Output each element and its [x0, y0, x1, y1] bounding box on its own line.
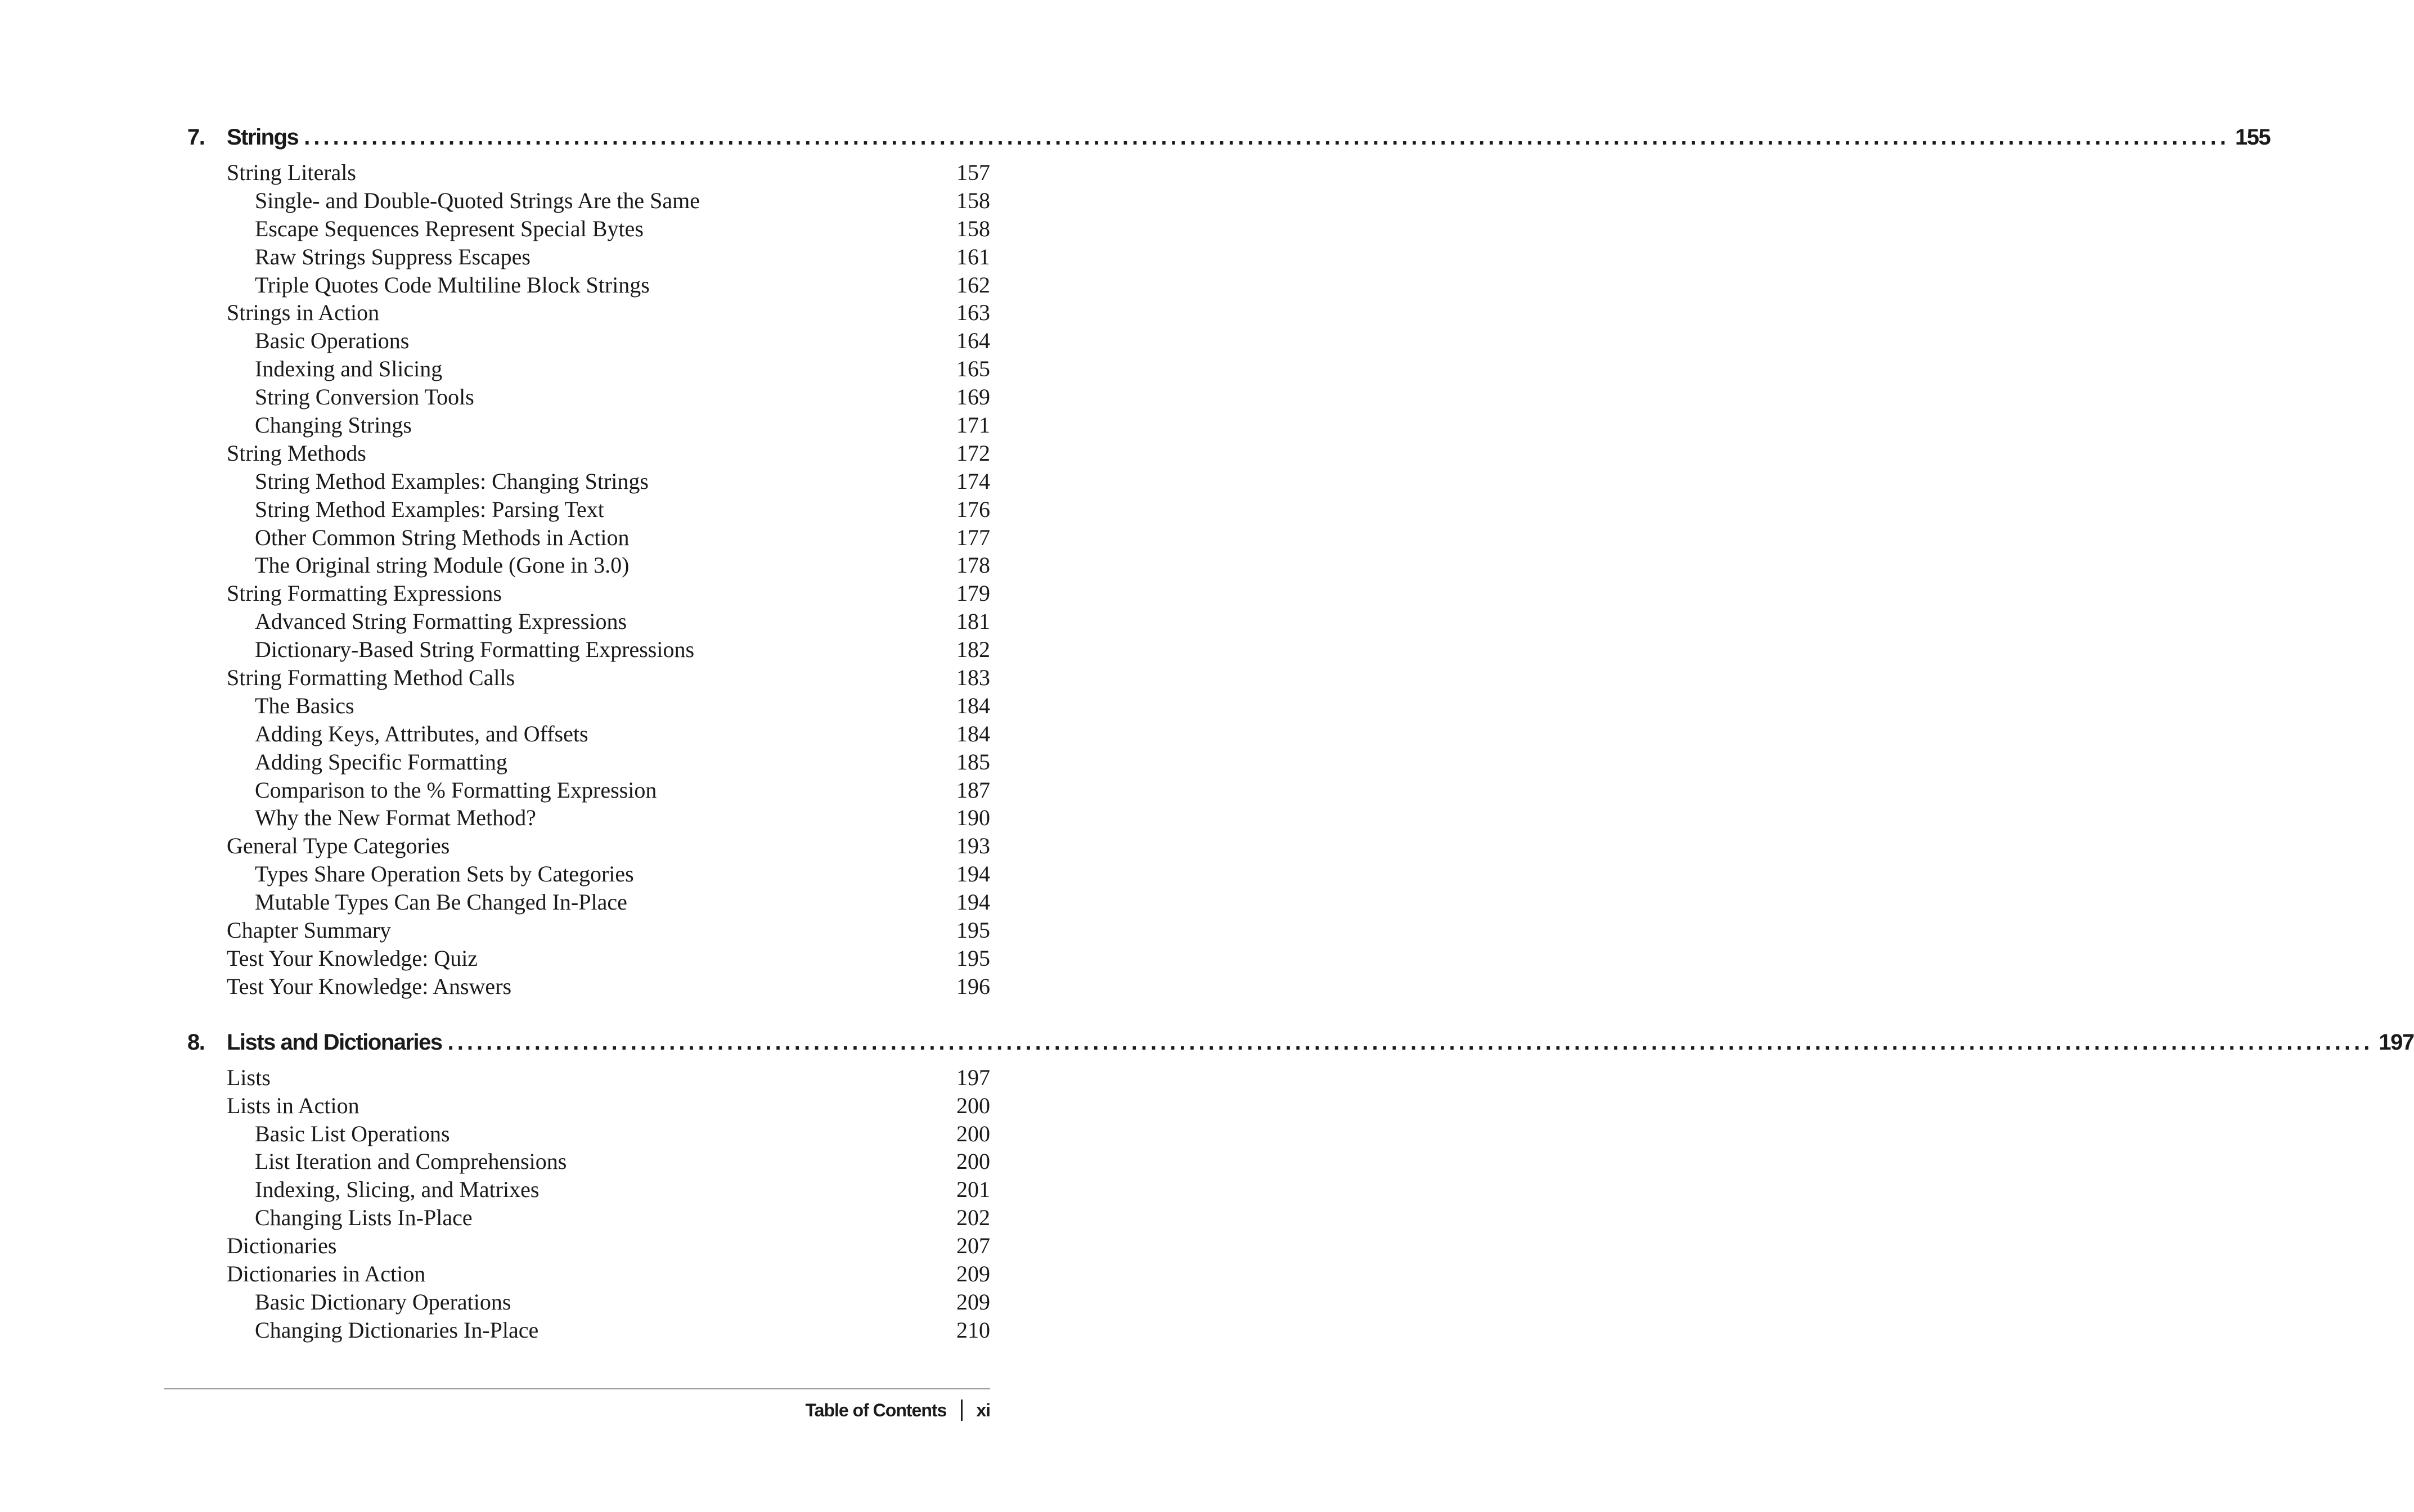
toc-subsection-entry[interactable] [227, 411, 990, 439]
entry-label: Dictionary-Based String Formatting Expressions [255, 637, 695, 663]
entry-page-number: 161 [956, 244, 990, 269]
entry-page-number: 162 [956, 272, 990, 298]
entry-page-number: 210 [956, 1317, 990, 1343]
entry-page-number: 195 [956, 945, 990, 971]
toc-subsection-entry[interactable] [227, 720, 990, 748]
toc-subsection-entry[interactable] [227, 467, 990, 496]
entry-label: Other Common String Methods in Action [255, 524, 630, 550]
entry-label: Changing Dictionaries In-Place [255, 1317, 539, 1343]
entry-page-number: 200 [956, 1149, 990, 1174]
table-of-contents [187, 125, 2414, 1344]
entry-label: The Basics [255, 692, 354, 718]
toc-section-entry[interactable] [227, 1260, 990, 1288]
entry-label: String Literals [227, 160, 356, 185]
entry-page-number: 157 [956, 160, 990, 185]
entry-label: Advanced String Formatting Expressions [255, 609, 627, 634]
toc-subsection-entry[interactable] [227, 524, 990, 552]
toc-subsection-entry[interactable] [227, 1120, 990, 1148]
entry-label: Changing Strings [255, 412, 412, 438]
toc-subsection-entry[interactable] [227, 1316, 990, 1344]
entry-label: Adding Keys, Attributes, and Offsets [255, 721, 588, 746]
toc-subsection-entry[interactable] [227, 636, 990, 664]
entry-label: Dictionaries in Action [227, 1261, 426, 1286]
entry-page-number: 190 [956, 805, 990, 831]
dot-leader: ........................................................................................................................................................................................................ [447, 1029, 2373, 1055]
toc-section-entry[interactable] [227, 299, 990, 327]
entry-label: String Formatting Expressions [227, 580, 502, 606]
entry-page-number: 164 [956, 328, 990, 354]
chapter-entries [187, 159, 990, 1001]
entry-page-number: 187 [956, 777, 990, 803]
chapter-page-number: 197 [2379, 1029, 2414, 1055]
entry-page-number: 196 [956, 973, 990, 999]
entry-label: The Original string Module (Gone in 3.0) [255, 552, 630, 578]
entry-label: Adding Specific Formatting [255, 749, 507, 775]
chapter-heading[interactable] [187, 125, 2271, 159]
entry-page-number: 178 [956, 552, 990, 578]
toc-subsection-entry[interactable] [227, 327, 990, 355]
toc-subsection-entry[interactable] [227, 1288, 990, 1316]
toc-subsection-entry[interactable] [227, 271, 990, 299]
entry-label: Escape Sequences Represent Special Bytes [255, 215, 644, 241]
toc-section-entry[interactable] [227, 916, 990, 944]
toc-subsection-entry[interactable] [227, 860, 990, 888]
entry-page-number: 177 [956, 524, 990, 550]
toc-subsection-entry[interactable] [227, 383, 990, 411]
footer-rule [164, 1388, 990, 1389]
entry-label: Raw Strings Suppress Escapes [255, 244, 531, 269]
toc-section-entry[interactable] [227, 159, 990, 187]
entry-page-number: 193 [956, 833, 990, 859]
entry-label: Dictionaries [227, 1233, 337, 1259]
entry-label: Test Your Knowledge: Quiz [227, 945, 478, 971]
entry-label: General Type Categories [227, 833, 450, 859]
toc-section-entry[interactable] [227, 1232, 990, 1260]
entry-label: Single- and Double-Quoted Strings Are the Same [255, 187, 700, 213]
toc-subsection-entry[interactable] [227, 243, 990, 271]
entry-page-number: 207 [956, 1233, 990, 1259]
entry-page-number: 184 [956, 721, 990, 746]
entry-page-number: 169 [956, 384, 990, 410]
entry-page-number: 174 [956, 468, 990, 494]
entry-label: List Iteration and Comprehensions [255, 1149, 567, 1174]
entry-label: Strings in Action [227, 300, 380, 326]
entry-page-number: 200 [956, 1092, 990, 1118]
toc-subsection-entry[interactable] [227, 215, 990, 243]
entry-page-number: 163 [956, 300, 990, 326]
toc-subsection-entry[interactable] [227, 551, 990, 579]
toc-subsection-entry[interactable] [227, 1148, 990, 1176]
toc-section-entry[interactable] [227, 579, 990, 608]
entry-page-number: 200 [956, 1120, 990, 1146]
toc-section-entry[interactable] [227, 832, 990, 860]
chapter-spacer [187, 1001, 990, 1030]
entry-label: String Method Examples: Changing Strings [255, 468, 649, 494]
chapter-page-number: 155 [2235, 125, 2271, 150]
entry-page-number: 158 [956, 187, 990, 213]
entry-page-number: 194 [956, 861, 990, 887]
entry-page-number: 197 [956, 1064, 990, 1090]
entry-page-number: 209 [956, 1289, 990, 1315]
toc-section-entry[interactable] [227, 973, 990, 1001]
entry-label: String Formatting Method Calls [227, 665, 515, 691]
entry-label: Triple Quotes Code Multiline Block Strings [255, 272, 650, 298]
footer-section-title: Table of Contents [805, 1400, 947, 1420]
entry-label: Basic Dictionary Operations [255, 1289, 511, 1315]
entry-label: String Methods [227, 440, 366, 466]
entry-label: Basic Operations [255, 328, 410, 354]
entry-page-number: 176 [956, 496, 990, 522]
toc-subsection-entry[interactable] [227, 1204, 990, 1232]
toc-section-entry[interactable] [227, 439, 990, 467]
toc-subsection-entry[interactable] [227, 888, 990, 916]
toc-section-entry[interactable] [227, 1092, 990, 1120]
entry-page-number: 195 [956, 917, 990, 943]
entry-label: Indexing and Slicing [255, 356, 443, 382]
entry-page-number: 181 [956, 609, 990, 634]
toc-subsection-entry[interactable] [227, 776, 990, 804]
toc-subsection-entry[interactable] [227, 804, 990, 832]
entry-label: Basic List Operations [255, 1120, 450, 1146]
entry-label: Test Your Knowledge: Answers [227, 973, 512, 999]
entry-page-number: 158 [956, 215, 990, 241]
toc-subsection-entry[interactable] [227, 748, 990, 776]
entry-page-number: 182 [956, 637, 990, 663]
toc-subsection-entry[interactable] [227, 187, 990, 215]
chapter-number: 8. [187, 1029, 205, 1055]
toc-section-entry[interactable] [227, 664, 990, 692]
chapter-number: 7. [187, 125, 205, 150]
dot-leader: ........................................................................................................................................................................................................ [304, 125, 2229, 150]
entry-page-number: 194 [956, 889, 990, 915]
chapter-title: Strings [227, 125, 299, 150]
entry-label: String Conversion Tools [255, 384, 474, 410]
toc-subsection-entry[interactable] [227, 692, 990, 720]
entry-page-number: 185 [956, 749, 990, 775]
footer-page-number: xi [976, 1400, 990, 1420]
entry-label: String Method Examples: Parsing Text [255, 496, 604, 522]
entry-page-number: 184 [956, 692, 990, 718]
toc-subsection-entry[interactable] [227, 496, 990, 524]
entry-page-number: 201 [956, 1177, 990, 1203]
entry-page-number: 179 [956, 580, 990, 606]
entry-label: Why the New Format Method? [255, 805, 536, 831]
entry-page-number: 165 [956, 356, 990, 382]
toc-section-entry[interactable] [227, 944, 990, 973]
page-footer [805, 1400, 990, 1421]
entry-label: Types Share Operation Sets by Categories [255, 861, 634, 887]
toc-subsection-entry[interactable] [227, 608, 990, 636]
entry-label: Comparison to the % Formatting Expression [255, 777, 657, 803]
toc-subsection-entry[interactable] [227, 355, 990, 383]
chapter-title: Lists and Dictionaries [227, 1029, 442, 1055]
toc-section-entry[interactable] [227, 1064, 990, 1092]
entry-label: Lists in Action [227, 1092, 359, 1118]
entry-label: Indexing, Slicing, and Matrixes [255, 1177, 540, 1203]
entry-label: Changing Lists In-Place [255, 1205, 473, 1231]
entry-page-number: 209 [956, 1261, 990, 1286]
entry-page-number: 171 [956, 412, 990, 438]
chapter-entries [187, 1064, 990, 1344]
footer-separator [961, 1400, 963, 1421]
entry-page-number: 202 [956, 1205, 990, 1231]
entry-label: Chapter Summary [227, 917, 392, 943]
entry-page-number: 172 [956, 440, 990, 466]
chapter-heading[interactable] [187, 1029, 2414, 1064]
toc-subsection-entry[interactable] [227, 1176, 990, 1204]
entry-page-number: 183 [956, 665, 990, 691]
entry-label: Mutable Types Can Be Changed In-Place [255, 889, 627, 915]
entry-label: Lists [227, 1064, 271, 1090]
